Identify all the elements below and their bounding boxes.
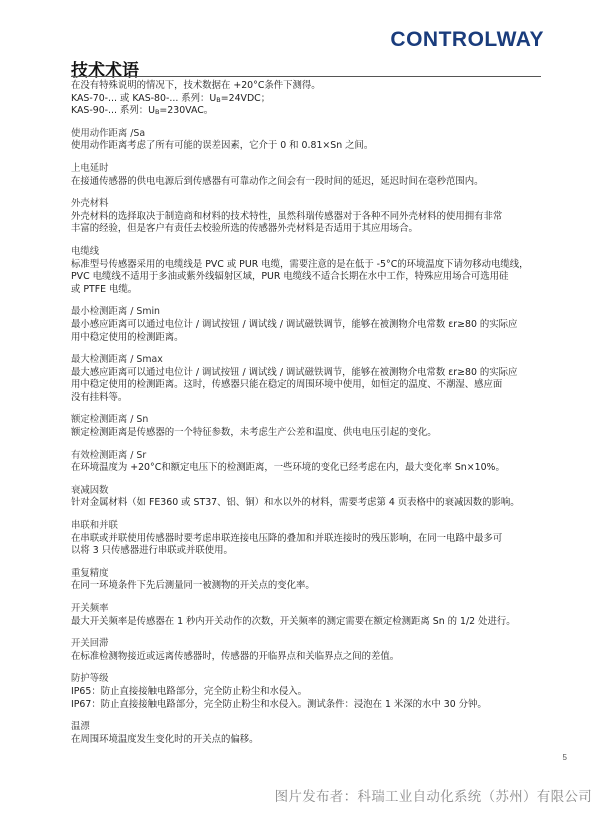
term-definition-line: 使用动作距离考虑了所有可能的误差因素，它介于 0 和 0.81×Sn 之间。 <box>71 140 374 152</box>
term-section <box>71 414 547 439</box>
term-section <box>71 721 547 746</box>
term-definition-line: 标准型号传感器采用的电缆线是 PVC 或 PUR 电缆，需要注意的是在低于 -5°C的环境温度下请勿移动电缆线， <box>71 258 529 270</box>
term-definition-line: 针对金属材料（如 FE360 或 ST37、铝、铜）和水以外的材料，需要考虑第 4 页表格中的衰减因数的影响。 <box>71 497 520 509</box>
term-heading: 衰减因数 <box>71 484 109 496</box>
intro-line: KAS-70-... 或 KAS-80-... 系列：$U_B=24VDC$； <box>71 92 271 104</box>
term-definition-line: 在周围环境温度发生变化时的开关点的偏移。 <box>71 733 259 745</box>
intro-block <box>71 80 547 118</box>
term-definition-line: 用中稳定使用的检测距离。这时，传感器只能在稳定的周围环境中使用，如恒定的温度、不潮湿、感应面 <box>71 379 503 391</box>
term-heading: 防护等级 <box>71 673 109 685</box>
term-definition-line: 在串联或并联使用传感器时要考虑串联连接电压降的叠加和并联连接时的残压影响，在同一电路中最多可 <box>71 532 503 544</box>
term-definition-line: 最小感应距离可以通过电位计 / 调试按钮 / 调试线 / 调试磁铁调节，能够在被测物介电常数 εr≥80 的实际应 <box>71 318 518 330</box>
term-section <box>71 568 547 593</box>
term-definition-line: 没有挂料等。 <box>71 391 128 403</box>
term-heading: 最小检测距离 / Smin <box>71 306 160 318</box>
term-heading: 额定检测距离 / Sn <box>71 414 149 426</box>
term-section <box>71 354 547 404</box>
term-section <box>71 306 547 344</box>
term-heading: 上电延时 <box>71 162 109 174</box>
term-definition-line: 或 PTFE 电缆。 <box>71 283 138 295</box>
title-divider <box>71 76 541 77</box>
term-section <box>71 673 547 711</box>
term-definition-line: PVC 电缆线不适用于多油或紫外线辐射区域，PUR 电缆线不适合长期在水中工作，特殊应用场合可选用硅 <box>71 271 509 283</box>
term-sections <box>71 128 547 747</box>
term-definition-line: IP67：防止直接接触电路部分，完全防止粉尘和水侵入。测试条件：浸泡在 1 米深的水中 30 分钟。 <box>71 698 487 710</box>
controlway-logo: CONTROLWAY <box>390 28 544 51</box>
term-heading: 电缆线 <box>71 245 100 257</box>
term-heading: 重复精度 <box>71 567 109 579</box>
term-definition-line: 外壳材料的选择取决于制造商和材料的技术特性，虽然科瑞传感器对于各种不同外壳材料的使用拥有非常 <box>71 210 503 222</box>
term-section <box>71 198 547 236</box>
term-heading: 有效检测距离 / Sr <box>71 449 147 461</box>
term-section <box>71 485 547 510</box>
term-heading: 开关回滞 <box>71 638 109 650</box>
term-section <box>71 246 547 296</box>
term-heading: 最大检测距离 / Smax <box>71 354 163 366</box>
term-section <box>71 163 547 188</box>
term-heading: 外壳材料 <box>71 198 109 210</box>
term-section <box>71 450 547 475</box>
intro-line: KAS-90-... 系列：$U_B=230VAC$。 <box>71 105 214 117</box>
term-definition-line: 最大开关频率是传感器在 1 秒内开关动作的次数，开关频率的测定需要在额定检测距离 Sn 的 1/2 处进行。 <box>71 615 516 627</box>
term-definition-line: 丰富的经验，但是客户有责任去校验所选的传感器外壳材料是否适用于其应用场合。 <box>71 223 418 235</box>
term-section <box>71 128 547 153</box>
term-definition-line: 在环境温度为 +20°C和额定电压下的检测距离，一些环境的变化已经考虑在内，最大变化率 Sn×10%。 <box>71 462 505 474</box>
publisher-watermark: 图片发布者：科瑞工业自动化系统（苏州）有限公司 <box>274 789 592 805</box>
term-definition-line: 额定检测距离是传感器的一个特征参数，未考虑生产公差和温度、供电电压引起的变化。 <box>71 427 437 439</box>
term-heading: 温漂 <box>71 721 90 733</box>
term-definition-line: 用中稳定使用的检测距离。 <box>71 331 184 343</box>
term-definition-line: 在标准检测物接近或远离传感器时，传感器的开临界点和关临界点之间的差值。 <box>71 650 400 662</box>
page-title: 技术术语 <box>71 61 139 81</box>
term-section <box>71 638 547 663</box>
term-heading: 开关频率 <box>71 603 109 614</box>
term-definition-line: 以将 3 只传感器进行串联或并联使用。 <box>71 545 233 557</box>
page-number: 5 <box>562 753 567 762</box>
term-section <box>71 520 547 558</box>
term-section <box>71 603 547 628</box>
document-body <box>71 80 547 746</box>
term-definition-line: 在接通传感器的供电电源后到传感器有可靠动作之间会有一段时间的延迟，延迟时间在毫秒范围内。 <box>71 175 484 187</box>
term-definition-line: 在同一环境条件下先后测量同一被测物的开关点的变化率。 <box>71 580 315 592</box>
term-definition-line: 最大感应距离可以通过电位计 / 调试按钮 / 调试线 / 调试磁铁调节，能够在被测物介电常数 εr≥80 的实际应 <box>71 366 518 378</box>
intro-line: 在没有特殊说明的情况下，技术数据在 +20°C条件下测得。 <box>71 80 321 91</box>
term-definition-line: IP65：防止直接接触电路部分，完全防止粉尘和水侵入。 <box>71 685 307 697</box>
term-heading: 串联和并联 <box>71 520 118 532</box>
term-heading: 使用动作距离 /Sa <box>71 127 146 139</box>
